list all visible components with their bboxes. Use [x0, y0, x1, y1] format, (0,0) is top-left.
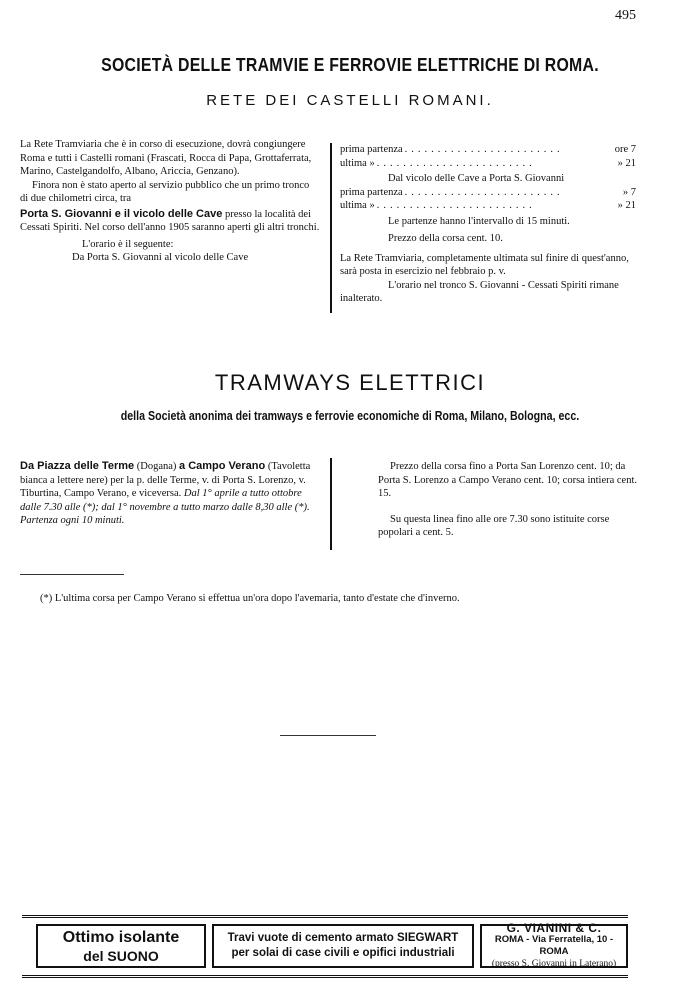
orario-label: L'orario è il seguente:: [82, 238, 174, 250]
schedule-dots: ........................: [404, 186, 564, 198]
schedule-row: [340, 199, 636, 213]
castelli-right-column: [340, 143, 636, 306]
ad-siegwart-line2: per solai di case civili e opifici industriali: [231, 947, 455, 959]
schedule-dots: ........................: [376, 157, 536, 169]
schedule-row: [340, 186, 636, 200]
orario-tronco-text: L'orario nel tronco S. Giovanni - Cessati Spiriti rimane inalterato.: [340, 279, 619, 304]
route-destination: a Campo Verano: [179, 460, 266, 472]
castelli-left-column: [20, 138, 320, 265]
schedule-value: ore 7: [614, 144, 636, 155]
schedule-table-2: [340, 186, 636, 213]
tramways-title: TRAMWAYS ELETTRICI: [214, 370, 486, 395]
tramways-subtitle: della Società anonima dei tramways e ferrovie economiche di Roma, Milano, Bologna, ecc.: [120, 408, 580, 423]
ad-isolante: [36, 924, 206, 968]
route-hours: Dal 1° aprile a tutto ottobre dalle 7.30 alle (*); dal 1° novembre a tutto marzo dalle 8,30 alle (*). Partenza ogni 10 minuti.: [20, 488, 310, 526]
footnote: (*) L'ultima corsa per Campo Verano si effettua un'ora dopo l'avemaria, tanto d'estate che d'inverno.: [40, 593, 460, 604]
tramways-popular: Su questa linea fino alle ore 7.30 sono istituite corse popolari a cent. 5.: [378, 513, 610, 538]
schedule-row: [340, 157, 636, 171]
schedule-label: prima partenza: [340, 144, 403, 155]
ad-vianini: [480, 921, 628, 969]
orario-route-1: Da Porta S. Giovanni al vicolo delle Cave: [72, 252, 249, 263]
schedule-dots: ........................: [404, 144, 564, 155]
castelli-status: [20, 179, 320, 206]
advertisement-strip: [22, 915, 628, 978]
ad-isolante-line1: Ottimo isolante: [62, 928, 180, 946]
tramways-right-column: [378, 460, 640, 540]
schedule-label: ultima »: [340, 200, 375, 211]
footnote-rule: [20, 574, 124, 575]
route-origin: Da Piazza delle Terme: [20, 460, 135, 472]
schedule-value: » 7: [622, 186, 636, 198]
column-divider-2: [330, 458, 332, 550]
schedule-label: prima partenza: [340, 186, 403, 198]
price-text: Prezzo della corsa cent. 10.: [388, 233, 503, 244]
page-number: 495: [615, 8, 636, 23]
schedule-table-1: [340, 143, 636, 170]
interval-text: Le partenze hanno l'intervallo di 15 minuti.: [388, 215, 570, 227]
schedule-value: » 21: [617, 200, 636, 211]
ad-siegwart: [212, 924, 474, 968]
status-text: Finora non è stato aperto al servizio pubblico che un primo tronco di due chilometri circa, tra: [20, 179, 310, 204]
ad-vianini-line1: G. VIANINI & C.: [506, 921, 602, 935]
tramways-price: Prezzo della corsa fino a Porta San Lorenzo cent. 10; da Porta S. Lorenzo a Campo Verano cent. 10; corsa intiera cent. 15.: [378, 461, 638, 499]
page-title: SOCIETÀ DELLE TRAMVIE E FERROVIE ELETTRICHE DI ROMA.: [101, 55, 599, 75]
ad-vianini-line3: (presso S. Giovanni in Laterano): [491, 959, 617, 969]
ad-siegwart-line1: Travi vuote di cemento armato SIEGWART: [227, 932, 459, 944]
rete-text: La Rete Tramviaria, completamente ultimata sul finire di quest'anno, sarà posta in esercizio nel febbraio p. v.: [340, 252, 629, 277]
orario-route-2: Dal vicolo delle Cave a Porta S. Giovanni: [388, 173, 565, 184]
tramways-route: [20, 460, 316, 528]
schedule-label: ultima »: [340, 157, 375, 169]
ad-vianini-line2: ROMA - Via Ferratella, 10 - ROMA: [494, 934, 614, 957]
center-rule: [280, 735, 376, 736]
section-subtitle: RETE DEI CASTELLI ROMANI.: [206, 92, 494, 109]
route-detail: presso la località dei Cessati Spiriti. Nel corso dell'anno 1905 saranno aperti gli altri tronchi.: [20, 208, 320, 233]
ad-isolante-line2: del SUONO: [83, 947, 159, 964]
column-divider: [330, 143, 332, 313]
schedule-row: [340, 143, 636, 157]
schedule-value: » 21: [617, 157, 636, 169]
route-name: Porta S. Giovanni e il vicolo delle Cave: [20, 207, 223, 220]
route-origin-note: (Dogana): [134, 461, 180, 472]
schedule-dots: ........................: [376, 200, 536, 211]
castelli-intro: [20, 138, 320, 179]
route-description: (Tavoletta bianca a lettere nere) per la p. delle Terme, v. di Porta S. Lorenzo, v. Tiburtina, Campo Verano, e viceversa.: [20, 461, 311, 499]
castelli-route: [20, 208, 320, 235]
intro-text: La Rete Tramviaria che è in corso di esecuzione, dovrà congiungere Roma e tutti i Castelli romani (Frascati, Rocca di Papa, Grottaferrata, Marino, Castelgandolfo, Albano, Ariccia, Genzano).: [20, 139, 312, 177]
tramways-left-column: [20, 460, 316, 528]
